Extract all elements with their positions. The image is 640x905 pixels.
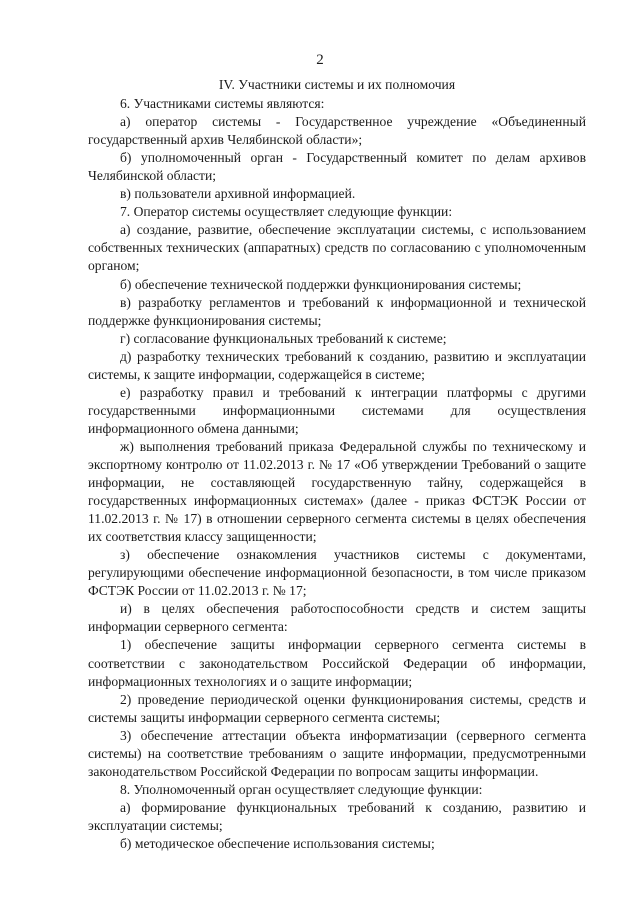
paragraph: 1) обеспечение защиты информации серверного сегмента системы в соответствии с законодательством Российской Федерации об информации, информационных технологиях и о защите информации; [88, 637, 586, 689]
paragraph: 8. Уполномоченный орган осуществляет следующие функции: [120, 781, 483, 797]
paragraph: а) формирование функциональных требований к созданию, развитию и эксплуатации системы; [88, 799, 586, 833]
paragraph: а) оператор системы - Государственное учреждение «Объединенный государственный архив Челябинской области»; [88, 114, 586, 148]
paragraph: в) пользователи архивной информацией. [120, 186, 356, 202]
paragraph: е) разработку правил и требований к интеграции платформы с другими государственными информационными системами для осуществления информационного обмена данными; [88, 384, 586, 436]
paragraph: з) обеспечение ознакомления участников системы с документами, регулирующими обеспечение информационной безопасности, в том числе приказом ФСТЭК России от 11.02.2013 г. № 17; [88, 547, 586, 599]
paragraph: б) методическое обеспечение использования системы; [120, 835, 435, 851]
page-number: 2 [316, 52, 324, 68]
paragraph: 3) обеспечение аттестации объекта информатизации (серверного сегмента системы) на соответствие требованиям о защите информации, предусмотренными законодательством Российской Федерации по вопросам защиты информации. [88, 727, 586, 779]
paragraph: 7. Оператор системы осуществляет следующие функции: [120, 204, 453, 220]
document-body [88, 76, 586, 853]
paragraph: д) разработку технических требований к созданию, развитию и эксплуатации системы, к защите информации, содержащейся в системе; [88, 348, 586, 382]
paragraph: 2) проведение периодической оценки функционирования системы, средств и системы защиты информации серверного сегмента системы; [88, 691, 586, 725]
section-heading: IV. Участники системы и их полномочия [218, 77, 456, 92]
paragraph: б) уполномоченный орган - Государственный комитет по делам архивов Челябинской области; [88, 150, 586, 184]
paragraph: г) согласование функциональных требований к системе; [120, 330, 447, 346]
paragraph: 6. Участниками системы являются: [120, 96, 325, 112]
paragraph: и) в целях обеспечения работоспособности средств и систем защиты информации серверного сегмента: [88, 601, 586, 635]
paragraph: в) разработку регламентов и требований к информационной и технической поддержке функционирования системы; [88, 294, 586, 328]
paragraph: б) обеспечение технической поддержки функционирования системы; [120, 276, 522, 292]
paragraph: ж) выполнения требований приказа Федеральной службы по техническому и экспортному контролю от 11.02.2013 г. № 17 «Об утверждении Требований о защите информации, не составляющей государственную тайну, содержащейся в государственных информационных системах» (далее - приказ ФСТЭК России от 11.02.2013 г. № 17) в отношении серверного сегмента системы в целях обеспечения их соответствия классу защищенности; [88, 438, 586, 545]
paragraph: а) создание, развитие, обеспечение эксплуатации системы, с использованием собственных технических (аппаратных) средств по согласованию с уполномоченным органом; [88, 222, 586, 274]
